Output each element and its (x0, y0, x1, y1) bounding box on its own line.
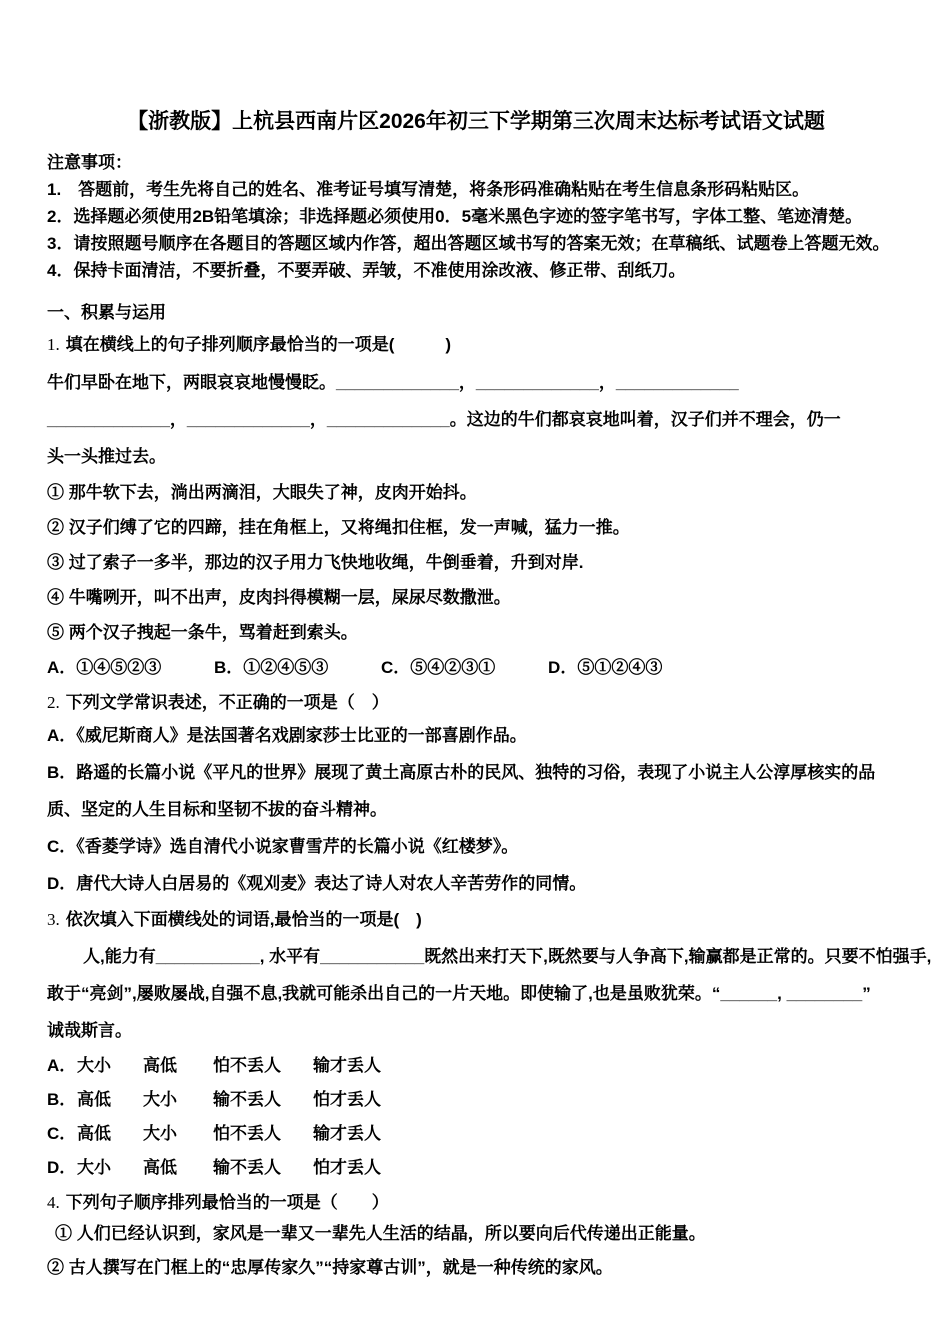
passage-line: _____________，_____________，_____________。这边的牛们都哀哀地叫着，汉子们并不理会，仍一 (47, 410, 841, 429)
page-title: 【浙教版】上杭县西南片区2026年初三下学期第三次周末达标考试语文试题 (127, 110, 825, 133)
sentence-item-3: ③ 过了索子一多半，那边的汉子用力飞快地收绳，牛倒垂着，升到对岸. (47, 553, 584, 572)
passage-line: 诚哉斯言。 (47, 1021, 132, 1040)
option-a (47, 1049, 905, 1083)
option-word: 输才丢人 (313, 1124, 381, 1143)
option-word: 怕才丢人 (313, 1090, 381, 1109)
option-word: 输才丢人 (313, 1056, 381, 1075)
option-letter: A． (47, 1056, 77, 1075)
sentence-item-4: ④ 牛嘴咧开，叫不出声，皮肉抖得模糊一层，屎尿尽数撒泄。 (47, 588, 511, 607)
question-4-items (47, 1217, 905, 1285)
question-1-stem-text: 填在横线上的句子排列顺序最恰当的一项是( ) (65, 335, 452, 354)
option-word: 高低 (77, 1124, 111, 1143)
option-c (47, 1117, 905, 1151)
question-1 (47, 330, 905, 685)
option-c: C．⑤④②③① (381, 658, 496, 677)
option-a: A．《威尼斯商人》是法国著名戏剧家莎士比亚的一部喜剧作品。 (47, 726, 527, 745)
question-3-number: 3. (47, 910, 60, 929)
option-d: D．⑤①②④③ (548, 658, 663, 677)
question-4-stem (47, 1188, 905, 1217)
sentence-item-1: ① 人们已经认识到，家风是一辈又一辈先人生活的结晶，所以要向后代传递出正能量。 (55, 1224, 706, 1243)
question-3-stem (47, 905, 905, 934)
question-4 (47, 1188, 905, 1285)
passage-line: 人,能力有___________, 水平有___________既然出来打天下,既然要与人争高下,输赢都是正常的。只要不怕强手, (83, 947, 932, 966)
option-word: 怕才丢人 (313, 1158, 381, 1177)
sentence-item-2: ② 古人撰写在门框上的“忠厚传家久”“持家尊古训”，就是一种传统的家风。 (47, 1258, 613, 1277)
option-d (47, 1151, 905, 1185)
sentence-item-2: ② 汉子们缚了它的四蹄，挂在角框上，又将绳扣住框，发一声喊，猛力一推。 (47, 518, 630, 537)
notice-item-1: 1. 答题前，考生先将自己的姓名、准考证号填写清楚，将条形码准确粘贴在考生信息条形码粘贴区。 (47, 180, 810, 199)
question-2 (47, 688, 905, 902)
option-word: 高低 (143, 1158, 177, 1177)
option-d: D．唐代大诗人白居易的《观刈麦》表达了诗人对农人辛苦劳作的同情。 (47, 874, 587, 893)
option-letter: C． (47, 1124, 77, 1143)
option-word: 大小 (143, 1124, 177, 1143)
question-1-options (47, 650, 905, 685)
question-3 (47, 905, 932, 1185)
option-c: C．《香菱学诗》选自清代小说家曹雪芹的长篇小说《红楼梦》。 (47, 837, 519, 856)
passage-line: 敢于“亮剑”,屡败屡战,自强不息,我就可能杀出自己的一片天地。即使输了,也是虽败犹荣。“______, ________” (47, 984, 871, 1003)
passage-line: 头一头推过去。 (47, 447, 166, 466)
option-b (47, 1083, 905, 1117)
option-word: 怕不丢人 (213, 1056, 281, 1075)
sentence-item-5: ⑤ 两个汉子拽起一条牛，骂着赶到索头。 (47, 623, 358, 642)
option-word: 大小 (143, 1090, 177, 1109)
question-1-items (47, 475, 905, 650)
question-1-passage (47, 364, 905, 475)
question-3-passage (47, 938, 932, 1049)
option-letter: D． (47, 1158, 77, 1177)
notice-section (47, 149, 905, 284)
option-letter: B． (47, 1090, 77, 1109)
option-word: 怕不丢人 (213, 1124, 281, 1143)
option-word: 高低 (77, 1090, 111, 1109)
question-4-number: 4. (47, 1193, 60, 1212)
option-b: B．①②④⑤③ (214, 658, 329, 677)
option-word: 大小 (77, 1056, 111, 1075)
option-word: 高低 (143, 1056, 177, 1075)
option-b: B．路遥的长篇小说《平凡的世界》展现了黄土高原古朴的民风、独特的习俗，表现了小说主人公淳厚核实的品质、坚定的人生目标和坚韧不拔的奋斗精神。 (47, 763, 876, 819)
sentence-item-1: ① 那牛软下去，淌出两滴泪，大眼失了神，皮肉开始抖。 (47, 483, 477, 502)
option-a: A．①④⑤②③ (47, 658, 162, 677)
notice-item-2: 2．选择题必须使用2B铅笔填涂；非选择题必须使用0．5毫米黑色字迹的签字笔书写，字体工整、笔迹清楚。 (47, 207, 863, 226)
question-2-options (47, 717, 905, 902)
passage-line: 牛们早卧在地下，两眼哀哀地慢慢眨。_____________，_____________，_____________ (47, 373, 739, 392)
notice-heading: 注意事项： (47, 153, 132, 172)
question-3-stem-text: 依次填入下面横线处的词语,最恰当的一项是( ) (65, 910, 422, 929)
notice-item-4: 4．保持卡面清洁，不要折叠，不要弄破、弄皱，不准使用涂改液、修正带、刮纸刀。 (47, 261, 686, 280)
notice-item-3: 3．请按照题号顺序在各题目的答题区域内作答，超出答题区域书写的答案无效；在草稿纸、试题卷上答题无效。 (47, 234, 890, 253)
option-word: 输不丢人 (213, 1090, 281, 1109)
option-word: 输不丢人 (213, 1158, 281, 1177)
question-2-stem (47, 688, 905, 717)
question-1-stem (47, 330, 905, 359)
question-4-stem-text: 下列句子顺序排列最恰当的一项是（ ） (65, 1193, 389, 1212)
question-3-options (47, 1049, 905, 1185)
section-heading: 一、积累与运用 (47, 303, 166, 322)
question-2-number: 2. (47, 693, 60, 712)
option-word: 大小 (77, 1158, 111, 1177)
question-1-number: 1. (47, 335, 60, 354)
question-2-stem-text: 下列文学常识表述，不正确的一项是（ ） (65, 693, 389, 712)
